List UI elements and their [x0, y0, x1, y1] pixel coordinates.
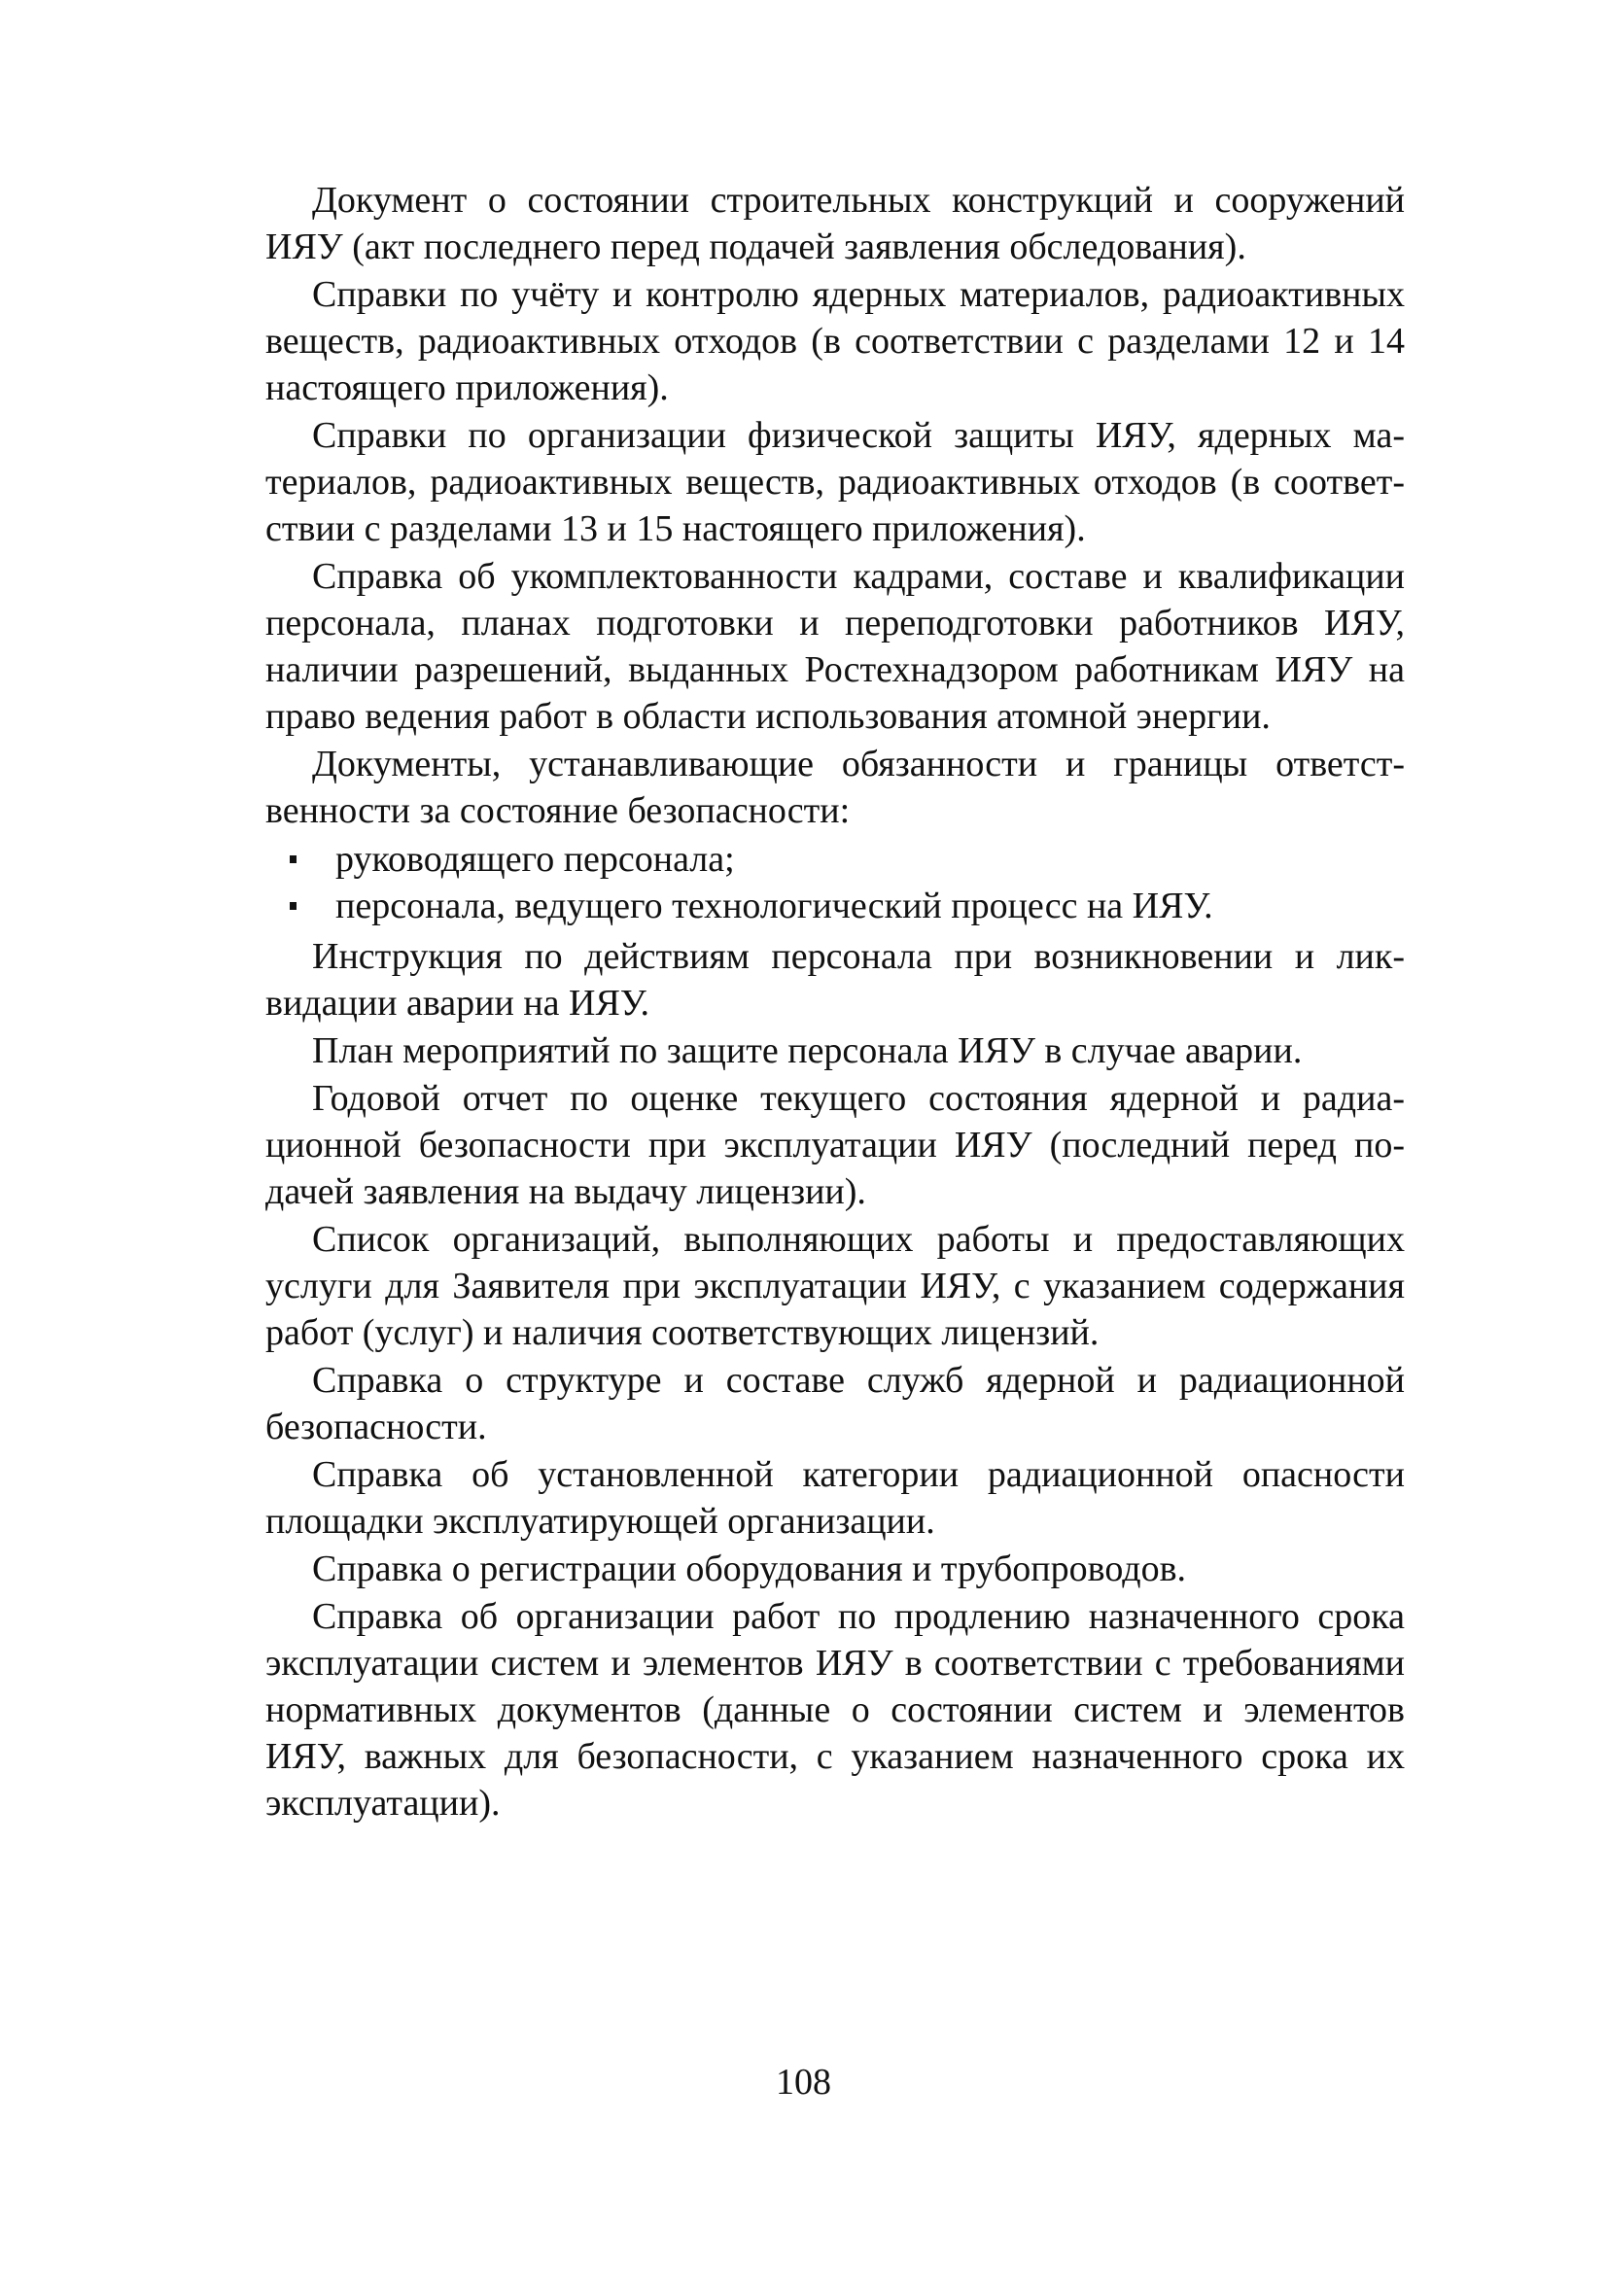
list-item — [265, 883, 1405, 929]
paragraph-nuclear-materials-accounting: Справки по учёту и контролю ядерных материалов, радиоактивных веществ, радиоактивных отходов (в соответствии с разделами 12 и 14 настоящего приложения). — [265, 274, 1405, 408]
document-body — [265, 177, 1405, 1826]
list-item — [265, 836, 1405, 883]
list-item-text: руководящего персонала; — [335, 839, 735, 880]
paragraph-staffing: Справка об укомплектованности кадрами, составе и квалификации персонала, планах подготовки и переподготовки работников ИЯУ, наличии разрешений, выданных Ростехнадзором работникам ИЯУ на право ведения работ в области использования атомной энергии. — [265, 556, 1405, 737]
responsibilities-list — [265, 836, 1405, 929]
paragraph-annual-report: Годовой отчет по оценке текущего состояния ядерной и радиационной безопасности при эксплуатации ИЯУ (последний перед подачей заявления на выдачу лицензии). — [265, 1078, 1405, 1212]
bullet-icon — [290, 902, 297, 910]
paragraph-physical-protection: Справки по организации физической защиты ИЯУ, ядерных материалов, радиоактивных веществ, радиоактивных отходов (в соответствии с разделами 13 и 15 настоящего приложения). — [265, 415, 1405, 549]
bullet-icon — [290, 855, 297, 863]
paragraph-hazard-category: Справка об установленной категории радиационной опасности площадки эксплуатирующей организации. — [265, 1454, 1405, 1542]
paragraph-structures-condition: Документ о состоянии строительных конструкций и сооружений ИЯУ (акт последнего перед подачей заявления обследования). — [265, 180, 1405, 267]
paragraph-equipment-registration: Справка о регистрации оборудования и трубопроводов. — [312, 1548, 1187, 1589]
paragraph-emergency-instruction: Инструкция по действиям персонала при возникновении и ликвидации аварии на ИЯУ. — [265, 936, 1405, 1024]
paragraph-protection-plan: План мероприятий по защите персонала ИЯУ в случае аварии. — [312, 1030, 1303, 1071]
list-item-text: персонала, ведущего технологический процесс на ИЯУ. — [335, 886, 1213, 926]
page-number: 108 — [776, 2062, 831, 2103]
paragraph-responsibilities: Документы, устанавливающие обязанности и границы ответственности за состояние безопасности: — [265, 744, 1405, 831]
paragraph-safety-services: Справка о структуре и составе служб ядерной и радиационной безопасности. — [265, 1360, 1405, 1447]
paragraph-service-life-extension: Справка об организации работ по продлению назначенного срока эксплуатации систем и элементов ИЯУ в соответствии с требованиями нормативных документов (данные о состоянии систем и элементов ИЯУ, важных для безопасности, с указанием назначенного срока их эксплуатации). — [265, 1596, 1405, 1824]
paragraph-contractors-list: Список организаций, выполняющих работы и предоставляющих услуги для Заявителя при эксплуатации ИЯУ, с указанием содержания работ (услуг) и наличия соответствующих лицензий. — [265, 1219, 1405, 1353]
